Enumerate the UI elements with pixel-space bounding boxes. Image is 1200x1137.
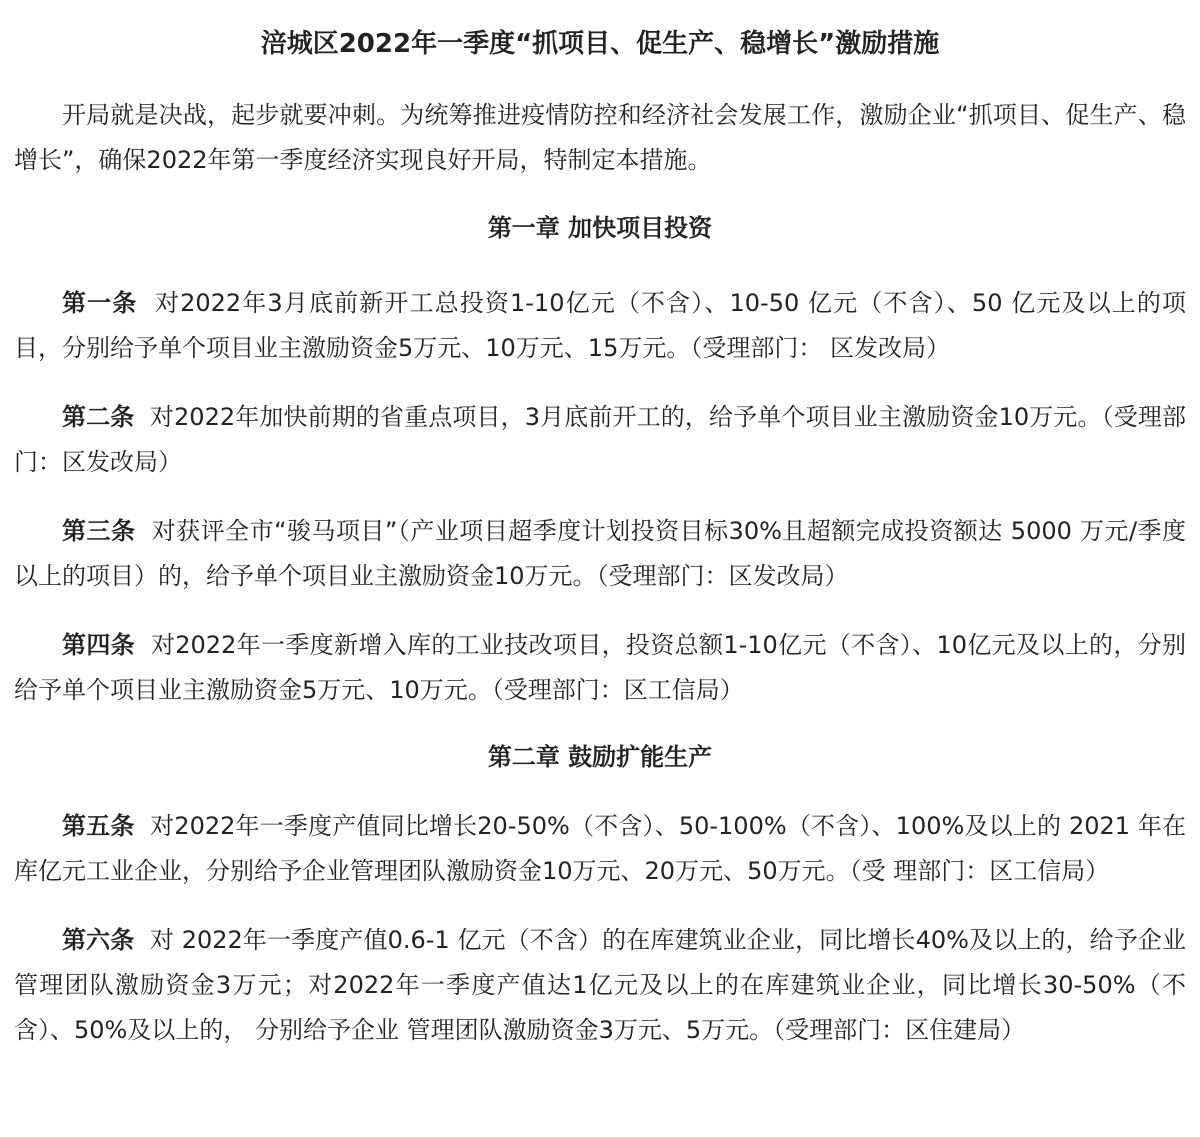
article-1 bbox=[14, 281, 1186, 371]
article-4 bbox=[14, 623, 1186, 713]
article-6 bbox=[14, 918, 1186, 1053]
article-3 bbox=[14, 509, 1186, 599]
article-text: 对2022年加快前期的省重点项目，3月底前开工的，给予单个项目业主激励资金10万元。（受理部门：区发改局） bbox=[14, 403, 1186, 476]
article-label: 第四条 bbox=[62, 631, 135, 659]
article-label: 第二条 bbox=[62, 403, 135, 431]
intro-paragraph: 开局就是决战，起步就要冲刺。为统筹推进疫情防控和经济社会发展工作，激励企业“抓项目、促生产、稳增长”，确保2022年第一季度经济实现良好开局，特制定本措施。 bbox=[14, 101, 1186, 174]
article-text: 对 2022年一季度产值0.6-1 亿元（不含）的在库建筑业企业，同比增长40%及以上的，给予企业管理团队激励资金3万元；对2022年一季度产值达1亿元及以上的在库建筑业企业，同比增长30-50%（不含）、50%及以上的， 分别给予企业 管理团队激励资金3万元、5万元。（受理部门：区住建局） bbox=[14, 926, 1187, 1044]
article-text: 对2022年一季度新增入库的工业技改项目，投资总额1-10亿元（不含）、10亿元及以上的，分别给予单个项目业主激励资金5万元、10万元。（受理部门：区工信局） bbox=[14, 631, 1186, 704]
article-label: 第三条 bbox=[62, 517, 136, 545]
document bbox=[14, 0, 1186, 1053]
article-text: 对获评全市“骏马项目”（产业项目超季度计划投资目标30%且超额完成投资额达 5000 万元/季度以上的项目）的，给予单个项目业主激励资金10万元。（受理部门：区发改局） bbox=[14, 517, 1186, 590]
chapter-heading-1: 第一章 加快项目投资 bbox=[487, 214, 713, 242]
article-text: 对2022年一季度产值同比增长20-50%（不含）、50-100%（不含）、100%及以上的 2021 年在库亿元工业企业，分别给予企业管理团队激励资金10万元、20万元、50万元。（受 理部门：区工信局） bbox=[14, 812, 1186, 885]
article-label: 第六条 bbox=[62, 926, 135, 954]
chapter-heading-2: 第二章 鼓励扩能生产 bbox=[487, 743, 713, 771]
article-label: 第一条 bbox=[62, 289, 138, 317]
article-2 bbox=[14, 395, 1186, 485]
document-title: 涪城区2022年一季度“抓项目、促生产、稳增长”激励措施 bbox=[260, 29, 940, 59]
article-label: 第五条 bbox=[62, 812, 135, 840]
article-5 bbox=[14, 804, 1186, 894]
article-text: 对2022年3月底前新开工总投资1-10亿元（不含）、10-50 亿元（不含）、50 亿元及以上的项目，分别给予单个项目业主激励资金5万元、10万元、15万元。（受理部门： 区发改局） bbox=[14, 289, 1187, 362]
